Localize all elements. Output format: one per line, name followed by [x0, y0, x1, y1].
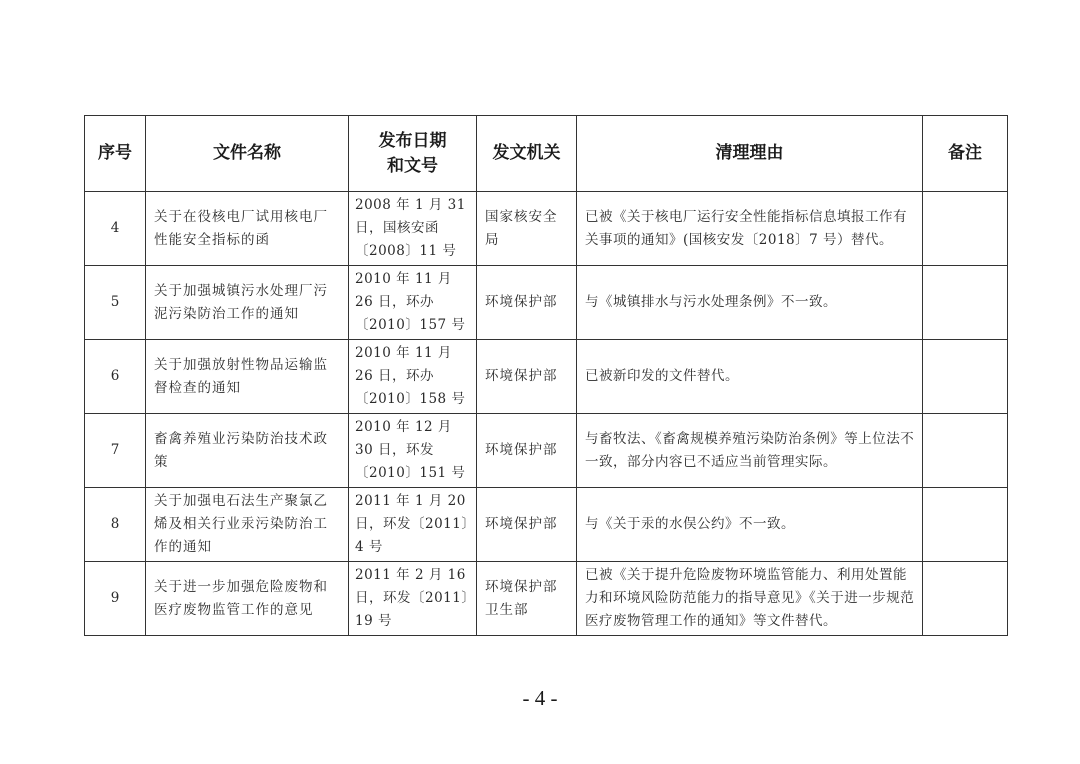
- table-header: [85, 116, 1008, 192]
- table-row: [85, 562, 1008, 636]
- header-seq: 序号: [85, 116, 146, 192]
- row-reason: 与畜牧法、《畜禽规模养殖污染防治条例》等上位法不一致，部分内容已不适应当前管理实际。: [577, 414, 923, 488]
- row-reason: 已被《关于核电厂运行安全性能指标信息填报工作有关事项的通知》(国核安发〔2018〕7 号）替代。: [577, 192, 923, 266]
- header-row: [85, 116, 1008, 192]
- row-seq: 5: [85, 266, 146, 340]
- row-date-number: 2010 年 11 月 26 日，环办〔2010〕157 号: [349, 266, 477, 340]
- row-date-number: 2010 年 12 月 30 日，环发〔2010〕151 号: [349, 414, 477, 488]
- row-issuer: 国家核安全局: [477, 192, 577, 266]
- row-issuer: 环境保护部: [477, 266, 577, 340]
- header-reason: 清理理由: [577, 116, 923, 192]
- row-file-name: 关于加强放射性物品运输监督检查的通知: [146, 340, 349, 414]
- table-row: [85, 488, 1008, 562]
- row-date-number: 2008 年 1 月 31 日，国核安函〔2008〕11 号: [349, 192, 477, 266]
- row-file-name: 关于加强电石法生产聚氯乙烯及相关行业汞污染防治工作的通知: [146, 488, 349, 562]
- row-file-name: 关于进一步加强危险废物和医疗废物监管工作的意见: [146, 562, 349, 636]
- table-body: [85, 192, 1008, 636]
- row-reason: 已被新印发的文件替代。: [577, 340, 923, 414]
- header-date-line2: 和文号: [387, 155, 438, 176]
- row-issuer: 环境保护部: [477, 340, 577, 414]
- header-remarks: 备注: [923, 116, 1008, 192]
- row-seq: 6: [85, 340, 146, 414]
- row-seq: 8: [85, 488, 146, 562]
- row-date-number: 2010 年 11 月 26 日，环办〔2010〕158 号: [349, 340, 477, 414]
- row-remarks: [923, 192, 1008, 266]
- row-file-name: 关于在役核电厂试用核电厂性能安全指标的函: [146, 192, 349, 266]
- header-date: [349, 116, 477, 192]
- table-row: [85, 340, 1008, 414]
- row-remarks: [923, 414, 1008, 488]
- table-row: [85, 414, 1008, 488]
- table-row: [85, 192, 1008, 266]
- row-seq: 7: [85, 414, 146, 488]
- row-remarks: [923, 266, 1008, 340]
- row-reason: 与《关于汞的水俣公约》不一致。: [577, 488, 923, 562]
- header-date-line1: 发布日期: [378, 130, 447, 151]
- row-remarks: [923, 340, 1008, 414]
- page-number: - 4 -: [522, 686, 558, 710]
- row-reason: 已被《关于提升危险废物环境监管能力、利用处置能力和环境风险防范能力的指导意见》《关于进一步规范医疗废物管理工作的通知》等文件替代。: [577, 562, 923, 636]
- row-issuer: 环境保护部: [477, 414, 577, 488]
- row-remarks: [923, 488, 1008, 562]
- document-table: [84, 115, 1008, 636]
- row-date-number: 2011 年 1 月 20 日，环发〔2011〕4 号: [349, 488, 477, 562]
- row-seq: 9: [85, 562, 146, 636]
- row-date-number: 2011 年 2 月 16 日，环发〔2011〕19 号: [349, 562, 477, 636]
- row-file-name: 关于加强城镇污水处理厂污泥污染防治工作的通知: [146, 266, 349, 340]
- row-seq: 4: [85, 192, 146, 266]
- row-reason: 与《城镇排水与污水处理条例》不一致。: [577, 266, 923, 340]
- header-issuer: 发文机关: [477, 116, 577, 192]
- row-remarks: [923, 562, 1008, 636]
- row-issuer: 环境保护部卫生部: [477, 562, 577, 636]
- row-issuer: 环境保护部: [477, 488, 577, 562]
- row-file-name: 畜禽养殖业污染防治技术政策: [146, 414, 349, 488]
- table-row: [85, 266, 1008, 340]
- header-name: 文件名称: [146, 116, 349, 192]
